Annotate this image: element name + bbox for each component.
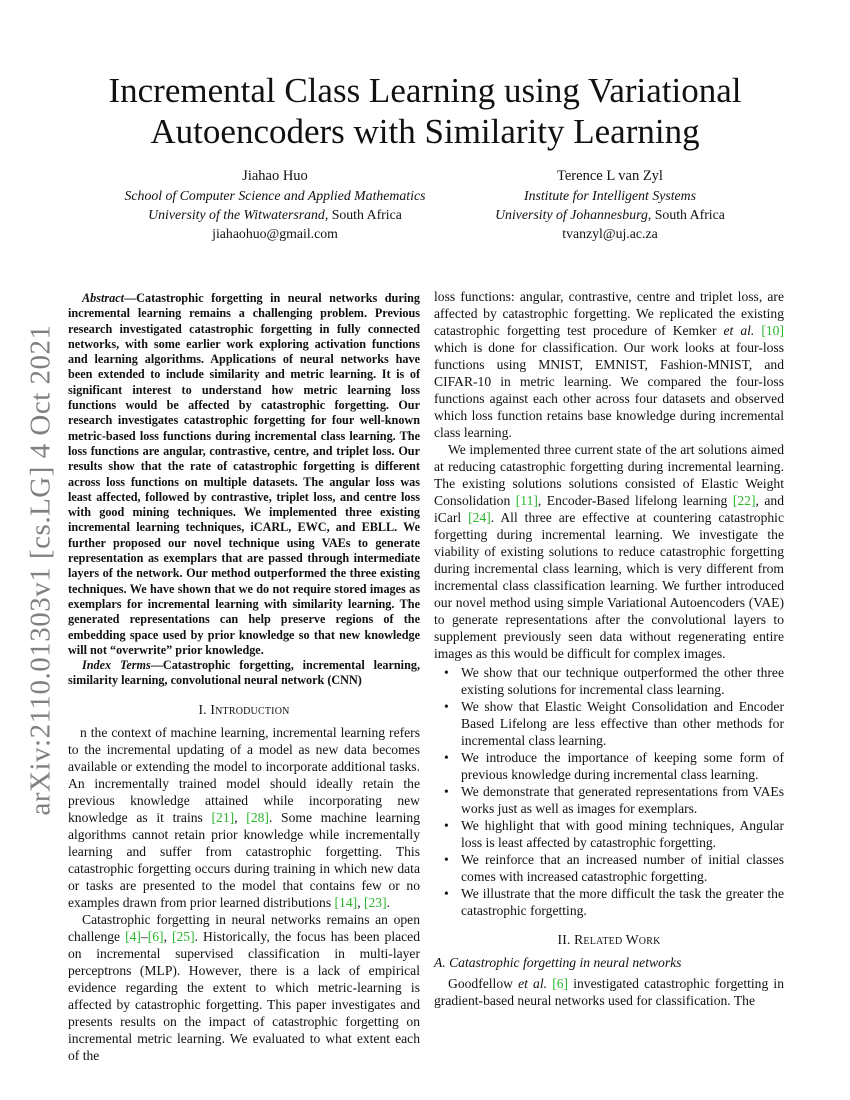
author-block-2 bbox=[450, 167, 770, 243]
intro-paragraph-2: Catastrophic forgetting in neural networks remains an open challenge [4]–[6], [25]. Historically, the focus has been placed on incremental supervised classification in multi-layer perceptrons (MLP). However, there is a lack of empirical evidence regarding the extent to which metric-learning is affected by catastrophic forgetting. This paper investigates and presents results on the impact of catastrophic forgetting on incremental metric learning. We evaluated to what extent each of the bbox=[68, 911, 420, 1063]
bullet-icon: • bbox=[444, 750, 449, 765]
arxiv-identifier-sidebar bbox=[18, 310, 64, 830]
intro-paragraph-3: We implemented three current state of the art solutions aimed at reducing catastrophic forgetting during incremental learning. The existing solutions solutions consisted of Elastic Weight Consolidation [11], Encoder-Based lifelong learning [22], and iCarl [24]. All three are effective at countering catastrophic forgetting during incremental learning. We investigate the viability of existing solutions to reduce catastrophic forgetting during incremental class learning, which is very different from incremental class classification learning. We further introduced our novel method using simple Variational Autoencoders (VAE) to generate representations after the convolutional layers to supplement previously seen data without regenerating entire images as this would be difficult for complex images. bbox=[434, 442, 784, 661]
list-item: • We show that Elastic Weight Consolidation and Encoder Based Lifelong are less effective than other methods for incremental class learning. bbox=[444, 699, 784, 748]
author-university: University of Johannesburg, South Africa bbox=[495, 207, 725, 222]
list-item: • We reinforce that an increased number of initial classes comes with increased catastrophic forgetting. bbox=[444, 852, 784, 884]
section-heading-introduction: I. Introduction bbox=[198, 701, 290, 717]
bullet-icon: • bbox=[444, 784, 449, 799]
list-item: • We demonstrate that generated representations from VAEs works just as well as images for exemplars. bbox=[444, 784, 784, 816]
author-name: Terence L van Zyl bbox=[557, 168, 663, 184]
author-name: Jiahao Huo bbox=[242, 168, 308, 184]
left-column bbox=[68, 291, 420, 1064]
list-item: • We show that our technique outperformed the other three existing solutions for incremental class learning. bbox=[444, 665, 784, 697]
intro-paragraph-1: n the context of machine learning, incremental learning refers to the incremental updating of a model as new data becomes available or extending the model to incorporate additional tasks. An incrementally trained model should ideally retain the previous knowledge attained while incorporating new knowledge as it trains [21], [28]. Some machine learning algorithms cannot retain prior knowledge while incrementally learning and suffer from catastrophic forgetting. This catastrophic forgetting occurs during training in which new data or tasks are presented to the model that contains few or no examples drawn from prior learned distributions [14], [23]. bbox=[68, 724, 420, 910]
contributions-list bbox=[434, 664, 784, 919]
arxiv-identifier-text: arXiv:2110.01303v1 [cs.LG] 4 Oct 2021 bbox=[24, 324, 57, 816]
abstract: Abstract—Catastrophic forgetting in neural networks during incremental learning remains a challenging problem. Previous research investigated catastrophic forgetting in fully connected networks, with some earlier work exploring activation functions and learning algorithms. Applications of neural networks have been extended to include similarity and metric learning. It is of significant interest to understand how metric learning loss functions would be affected by catastrophic forgetting. Our research investigates catastrophic forgetting for four well-known metric-based loss functions during incremental class learning. The loss functions are angular, contrastive, centre, and triplet loss. Our results show that the rate of catastrophic forgetting is different across loss functions on multiple datasets. The angular loss was least affected, followed by contrastive, triplet loss, and centre loss with good mining techniques. We implemented three existing incremental learning techniques, iCARL, EWC, and EBLL. We further proposed our novel technique using VAEs to generate representation as exemplars that are passed through intermediate layers of the network. Our method outperformed the three existing techniques. We have shown that we do not require stored images as exemplars for incremental learning with similarity learning. The generated representations can help preserve regions of the embedding space used by prior knowledge so that new knowledge will not “overwrite” prior knowledge. bbox=[68, 291, 420, 657]
bullet-icon: • bbox=[444, 665, 449, 680]
citation-link[interactable]: [28] bbox=[246, 809, 269, 825]
index-terms: Index Terms—Catastrophic forgetting, incremental learning, similarity learning, convolutional neural network (CNN) bbox=[68, 658, 420, 688]
citation-link[interactable]: [23] bbox=[363, 894, 387, 910]
author-email: tvanzyl@uj.ac.za bbox=[562, 226, 658, 241]
bullet-icon: • bbox=[444, 886, 449, 901]
citation-link[interactable]: [21] bbox=[211, 809, 235, 825]
citation-link[interactable]: [14] bbox=[334, 894, 358, 910]
section-heading-related-work: II. Related Work bbox=[557, 932, 661, 947]
author-affiliation: School of Computer Science and Applied Mathematics bbox=[124, 188, 426, 203]
related-work-paragraph-1: Goodfellow et al. [6] investigated catastrophic forgetting in gradient-based neural networks used for classification. The bbox=[434, 976, 784, 1008]
bullet-icon: • bbox=[444, 699, 449, 714]
intro-continuation-paragraph: loss functions: angular, contrastive, centre and triplet loss, are affected by catastrophic forgetting. We replicated the existing catastrophic forgetting test procedure of Kemker et al. [10] which is done for classification. Our work looks at four-loss functions using MNIST, EMNIST, Fashion-MNIST, and CIFAR-10 in metric learning. We compared the four-loss functions against each other across four datasets and observed which loss function retains base knowledge during incremental class learning. bbox=[434, 289, 784, 440]
citation-link[interactable]: [24] bbox=[468, 510, 491, 525]
citation-link[interactable]: [25] bbox=[171, 928, 195, 944]
bullet-icon: • bbox=[444, 818, 449, 833]
list-item: • We introduce the importance of keeping some form of previous knowledge during incremental class learning. bbox=[444, 750, 784, 782]
title-line-2: Autoencoders with Similarity Learning bbox=[150, 112, 700, 151]
citation-link[interactable]: [22] bbox=[732, 493, 756, 508]
bullet-icon: • bbox=[444, 852, 449, 867]
subsection-heading: A. Catastrophic forgetting in neural networks bbox=[434, 955, 682, 970]
citation-link[interactable]: [6] bbox=[147, 928, 164, 944]
citation-link[interactable]: [11] bbox=[515, 493, 538, 508]
author-affiliation: Institute for Intelligent Systems bbox=[523, 188, 697, 203]
citation-link[interactable]: [6] bbox=[552, 976, 569, 991]
citation-link[interactable]: [10] bbox=[761, 323, 784, 338]
author-block-1 bbox=[100, 167, 450, 243]
list-item: • We highlight that with good mining techniques, Angular loss is least affected by catastrophic forgetting. bbox=[444, 818, 784, 850]
author-university: University of the Witwatersrand, South Africa bbox=[148, 207, 402, 222]
citation-link[interactable]: [4] bbox=[125, 928, 141, 944]
author-email: jiahaohuo@gmail.com bbox=[212, 226, 338, 241]
right-column bbox=[434, 288, 784, 1009]
title-line-1: Incremental Class Learning using Variational bbox=[108, 71, 742, 110]
paper-title bbox=[80, 70, 770, 152]
list-item: • We illustrate that the more difficult the task the greater the catastrophic forgetting. bbox=[444, 886, 784, 918]
